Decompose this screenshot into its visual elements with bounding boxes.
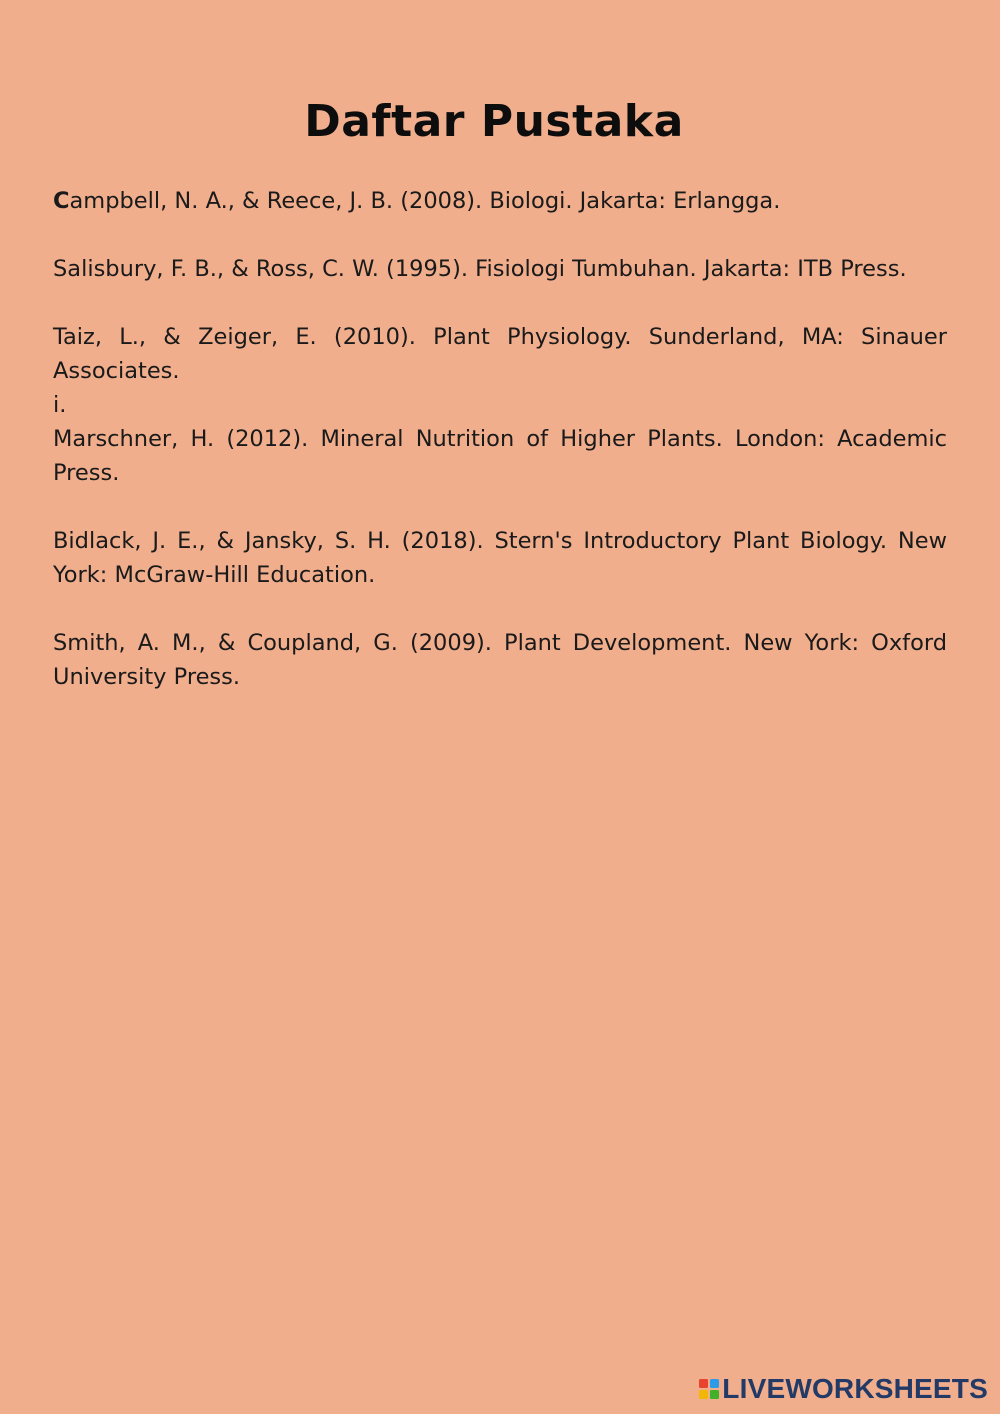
reference-initial: C: [53, 188, 70, 214]
reference-text: ampbell, N. A., & Reece, J. B. (2008). Biologi. Jakarta: Erlangga.: [69, 188, 781, 214]
liveworksheets-logo[interactable]: [699, 1374, 988, 1404]
spacer: [53, 286, 947, 320]
logo-badge-icon: [699, 1379, 719, 1399]
reference-item-taiz: Taiz, L., & Zeiger, E. (2010). Plant Physiology. Sunderland, MA: Sinauer Associates.: [53, 324, 947, 384]
spacer: [53, 592, 947, 626]
reference-item-campbell: [53, 184, 947, 218]
page-title: Daftar Pustaka: [304, 96, 684, 147]
spacer: [53, 218, 947, 252]
reference-item-smith: Smith, A. M., & Coupland, G. (2009). Plant Development. New York: Oxford University Press.: [53, 630, 947, 690]
badge-square-red: [699, 1379, 708, 1388]
spacer: [53, 490, 947, 524]
badge-square-blue: [710, 1379, 719, 1388]
logo-text: LIVEWORKSHEETS: [722, 1373, 988, 1404]
badge-square-green: [710, 1390, 719, 1399]
reference-item-marschner: Marschner, H. (2012). Mineral Nutrition of Higher Plants. London: Academic Press.: [53, 426, 947, 486]
reference-list: [53, 184, 947, 694]
stray-text: i.: [53, 392, 67, 418]
reference-item-salisbury: Salisbury, F. B., & Ross, C. W. (1995). Fisiologi Tumbuhan. Jakarta: ITB Press.: [53, 256, 907, 282]
reference-item-bidlack: Bidlack, J. E., & Jansky, S. H. (2018). Stern's Introductory Plant Biology. New York: McGraw-Hill Education.: [53, 528, 947, 588]
badge-square-yellow: [699, 1390, 708, 1399]
